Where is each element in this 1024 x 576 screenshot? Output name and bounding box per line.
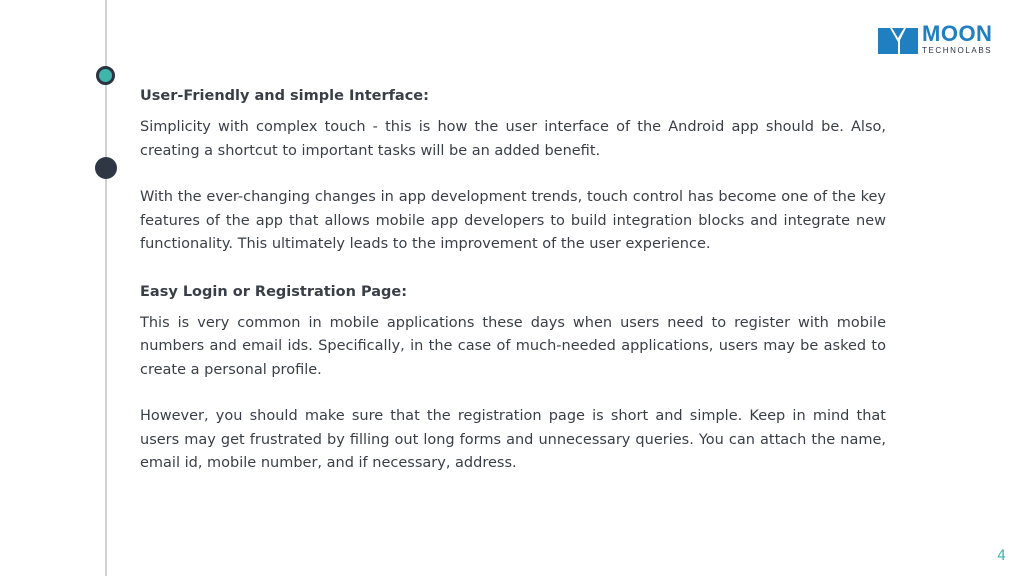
paragraph: With the ever-changing changes in app development trends, touch control has become one of the key features of the app that allows mobile app developers to build integration blocks and integrate new functionality. This ultimately leads to the improvement of the user experience. <box>140 189 886 252</box>
logo-subtitle: TECHNOLABS <box>922 46 993 55</box>
section-heading: User-Friendly and simple Interface: <box>140 88 429 104</box>
timeline-line <box>105 0 107 576</box>
logo-wordmark: MOON <box>922 21 993 46</box>
paragraph: This is very common in mobile applications these days when users need to register with mobile numbers and email ids. Specifically, in the case of much-needed applications, users may be asked to create a personal profile. <box>140 314 886 378</box>
paragraph: However, you should make sure that the registration page is short and simple. Keep in mind that users may get frustrated by filling out long forms and unnecessary queries. You can attach the name, email id, mobile number, and if necessary, address. <box>140 408 886 471</box>
paragraph: Simplicity with complex touch - this is how the user interface of the Android app should be. Also, creating a shortcut to important tasks will be an added benefit. <box>140 119 886 159</box>
timeline-dot <box>95 157 117 179</box>
slide-content <box>140 84 886 476</box>
moon-logo-icon <box>878 24 918 54</box>
company-logo <box>878 22 992 56</box>
page-number: 4 <box>997 548 1006 564</box>
timeline-dot-active <box>96 66 115 85</box>
section-heading: Easy Login or Registration Page: <box>140 283 408 300</box>
